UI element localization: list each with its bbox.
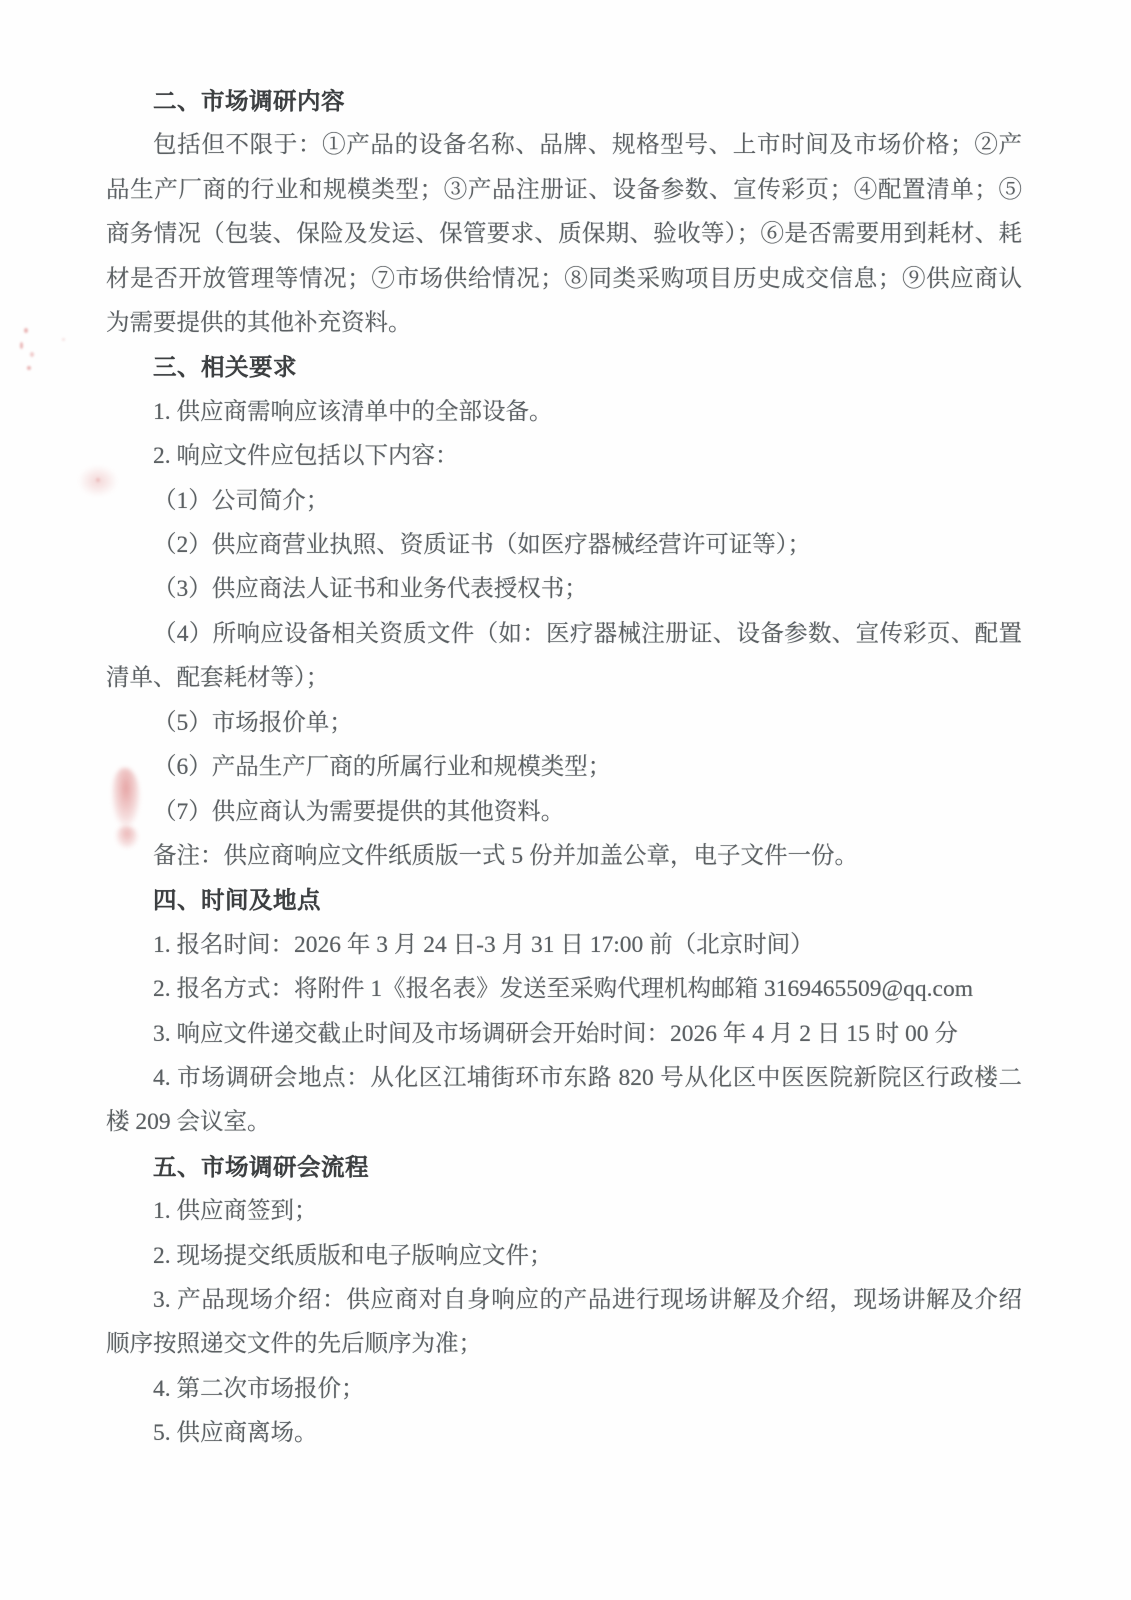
section-heading-survey-content: 二、市场调研内容 [153,87,345,115]
item-signup-method: 2. 报名方式：将附件 1《报名表》发送至采购代理机构邮箱 3169465509@qq.com [153,976,973,1003]
item-process-5: 5. 供应商离场。 [153,1420,318,1447]
item-requirement-1: 1. 供应商需响应该清单中的全部设备。 [153,398,553,425]
item-signup-time: 1. 报名时间：2026 年 3 月 24 日-3 月 31 日 17:00 前（北京时间） [153,931,814,958]
item-process-4: 4. 第二次市场报价； [153,1375,365,1402]
item-submission-deadline: 3. 响应文件递交截止时间及市场调研会开始时间：2026 年 4 月 2 日 15 时 00 分 [153,1020,958,1047]
item-process-1: 1. 供应商签到； [153,1198,318,1225]
section-heading-time-place: 四、时间及地点 [153,886,321,915]
item-response-doc-4: （4）所响应设备相关资质文件（如：医疗器械注册证、设备参数、宣传彩页、配置清单、配套耗材等）； [106,620,1022,692]
item-requirement-2: 2. 响应文件应包括以下内容： [153,443,459,470]
item-response-doc-1: （1）公司简介； [153,487,330,514]
item-process-3: 3. 产品现场介绍：供应商对自身响应的产品进行现场讲解及介绍，现场讲解及介绍顺序按照递交文件的先后顺序为准； [106,1286,1022,1358]
item-response-doc-7: （7）供应商认为需要提供的其他资料。 [153,798,565,825]
item-process-2: 2. 现场提交纸质版和电子版响应文件； [153,1242,553,1269]
note-remark: 备注：供应商响应文件纸质版一式 5 份并加盖公章，电子文件一份。 [153,842,858,869]
document-body [106,79,1022,1456]
item-meeting-venue: 4. 市场调研会地点：从化区江埔街环市东路 820 号从化区中医医院新院区行政楼二楼 209 会议室。 [106,1064,1022,1136]
paragraph-survey-scope: 包括但不限于：①产品的设备名称、品牌、规格型号、上市时间及市场价格；②产品生产厂商的行业和规模类型；③产品注册证、设备参数、宣传彩页；④配置清单；⑤商务情况（包装、保险及发运、保管要求、质保期、验收等）；⑥是否需要用到耗材、耗材是否开放管理等情况；⑦市场供给情况；⑧同类采购项目历史成交信息；⑨供应商认为需要提供的其他补充资料。 [106,132,1022,337]
item-response-doc-3: （3）供应商法人证书和业务代表授权书； [153,576,588,603]
item-response-doc-5: （5）市场报价单； [153,709,353,736]
item-response-doc-2: （2）供应商营业执照、资质证书（如医疗器械经营许可证等）； [153,532,811,559]
section-heading-requirements: 三、相关要求 [153,353,297,382]
item-response-doc-6: （6）产品生产厂商的所属行业和规模类型； [153,754,612,781]
section-heading-meeting-process: 五、市场调研会流程 [153,1152,369,1181]
